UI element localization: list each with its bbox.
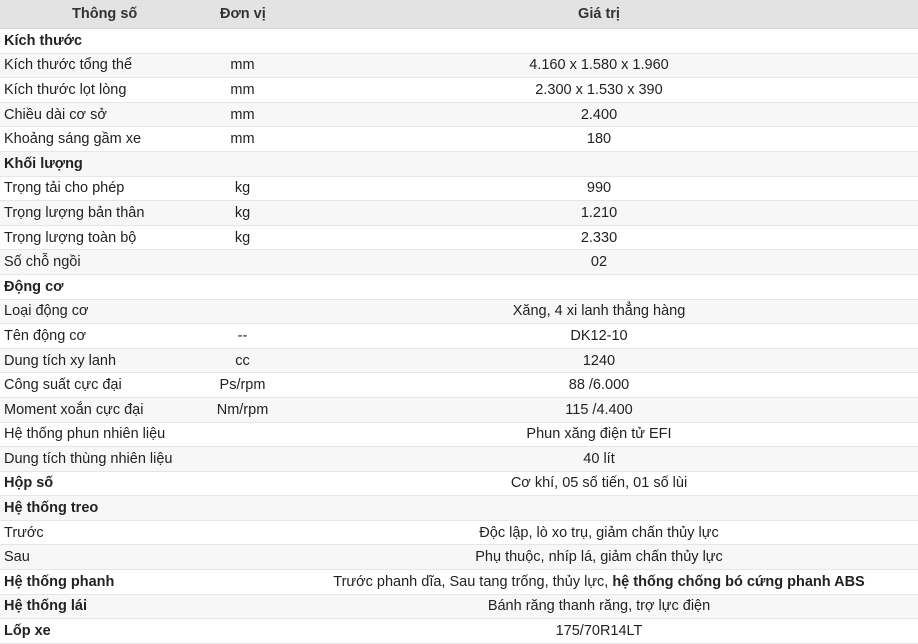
spec-unit [205,299,280,324]
spec-unit: mm [205,127,280,152]
spec-value [280,299,918,324]
spec-value [280,570,918,595]
table-section-row [0,619,918,644]
spec-value-text: DK12-10 [570,327,628,344]
spec-value [280,324,918,349]
spec-name: Hộp số [0,471,205,496]
spec-value [280,545,918,570]
spec-name: Số chỗ ngồi [0,250,205,275]
table-row [0,127,918,152]
table-row [0,102,918,127]
spec-unit [205,422,280,447]
spec-name: Kích thước lọt lòng [0,78,205,103]
table-section-row [0,594,918,619]
spec-value [280,29,918,54]
spec-value-text: 175/70R14LT [555,623,643,640]
spec-value-text: 180 [586,131,612,148]
spec-value [280,53,918,78]
table-row [0,299,918,324]
spec-name: Trọng tải cho phép [0,176,205,201]
table-section-row [0,471,918,496]
table-section-row [0,496,918,521]
spec-value [280,422,918,447]
spec-value [280,520,918,545]
spec-unit: -- [205,324,280,349]
header-value: Giá trị [280,0,918,29]
spec-value-text: 115 /4.400 [565,401,633,418]
spec-value [280,373,918,398]
spec-value [280,225,918,250]
table-row [0,324,918,349]
spec-name: Trước [0,520,205,545]
spec-value [280,274,918,299]
table-section-row [0,29,918,54]
spec-name: Khối lượng [0,151,205,176]
spec-name: Động cơ [0,274,205,299]
spec-unit [205,545,280,570]
spec-unit [205,520,280,545]
spec-value [280,447,918,472]
spec-unit: Nm/rpm [205,397,280,422]
spec-unit [205,594,280,619]
spec-value-text: 88 /6.000 [568,377,630,394]
spec-unit: kg [205,201,280,226]
spec-name: Kích thước tổng thể [0,53,205,78]
spec-unit: kg [205,225,280,250]
spec-unit [205,619,280,644]
spec-name: Trọng lượng toàn bộ [0,225,205,250]
table-row [0,373,918,398]
spec-name: Moment xoắn cực đại [0,397,205,422]
spec-name: Dung tích thùng nhiên liệu [0,447,205,472]
table-row [0,201,918,226]
table-row [0,520,918,545]
spec-value [280,594,918,619]
spec-value [280,397,918,422]
spec-name: Kích thước [0,29,205,54]
spec-value-text: Độc lập, lò xo trụ, giảm chấn thủy lực [479,524,719,541]
spec-value [280,201,918,226]
header-unit: Đơn vị [205,0,280,29]
table-row [0,545,918,570]
spec-value [280,250,918,275]
table-row [0,447,918,472]
spec-value-text: 990 [586,180,612,197]
spec-unit [205,29,280,54]
spec-unit [205,471,280,496]
spec-unit [205,151,280,176]
spec-value-text: Phụ thuộc, nhíp lá, giảm chấn thủy lực [475,549,723,566]
spec-table-body [0,29,918,644]
spec-name: Loại động cơ [0,299,205,324]
spec-unit [205,570,280,595]
table-row [0,78,918,103]
table-row [0,422,918,447]
spec-name: Chiều dài cơ sở [0,102,205,127]
spec-value-text: 2.300 x 1.530 x 390 [535,81,663,98]
table-row [0,176,918,201]
spec-value [280,348,918,373]
spec-value [280,471,918,496]
spec-value [280,151,918,176]
spec-unit [205,496,280,521]
spec-value-text: Trước phanh dĩa, Sau tang trống, thủy lực, [333,573,613,590]
spec-name: Khoảng sáng gầm xe [0,127,205,152]
spec-unit [205,447,280,472]
spec-value-text: 2.400 [580,106,618,123]
spec-unit: kg [205,176,280,201]
spec-value-text: 40 lít [583,450,615,467]
spec-value-text: Xăng, 4 xi lanh thẳng hàng [512,303,686,320]
spec-unit: mm [205,102,280,127]
spec-name: Hệ thống treo [0,496,205,521]
spec-value-text: 1.210 [580,204,618,221]
spec-value-text: 4.160 x 1.580 x 1.960 [529,57,669,74]
spec-unit: cc [205,348,280,373]
spec-name: Hệ thống lái [0,594,205,619]
spec-unit: Ps/rpm [205,373,280,398]
spec-value [280,127,918,152]
header-row [0,0,918,29]
spec-value-text: 1240 [582,352,616,369]
table-section-row [0,274,918,299]
spec-unit: mm [205,78,280,103]
spec-unit: mm [205,53,280,78]
spec-value [280,619,918,644]
spec-value-text: Bánh răng thanh răng, trợ lực điện [487,598,711,615]
spec-value-text: 02 [590,254,608,271]
spec-name: Hệ thống phun nhiên liệu [0,422,205,447]
table-row [0,348,918,373]
spec-value-text: Cơ khí, 05 số tiến, 01 số lùi [510,475,688,492]
table-section-row [0,570,918,595]
spec-value [280,102,918,127]
spec-value-text: Phun xăng điện tử EFI [526,426,672,443]
spec-name: Dung tích xy lanh [0,348,205,373]
spec-value-highlight: hệ thống chống bó cứng phanh ABS [612,573,865,590]
spec-name: Sau [0,545,205,570]
spec-name: Lốp xe [0,619,205,644]
table-section-row [0,151,918,176]
table-row [0,225,918,250]
spec-name: Trọng lượng bản thân [0,201,205,226]
spec-unit [205,274,280,299]
spec-value [280,176,918,201]
spec-value-text: 2.330 [580,229,618,246]
spec-name: Hệ thống phanh [0,570,205,595]
spec-value [280,496,918,521]
table-row [0,397,918,422]
header-param: Thông số [0,0,205,29]
table-row [0,250,918,275]
spec-unit [205,250,280,275]
spec-value [280,78,918,103]
spec-name: Công suất cực đại [0,373,205,398]
spec-name: Tên động cơ [0,324,205,349]
table-row [0,53,918,78]
